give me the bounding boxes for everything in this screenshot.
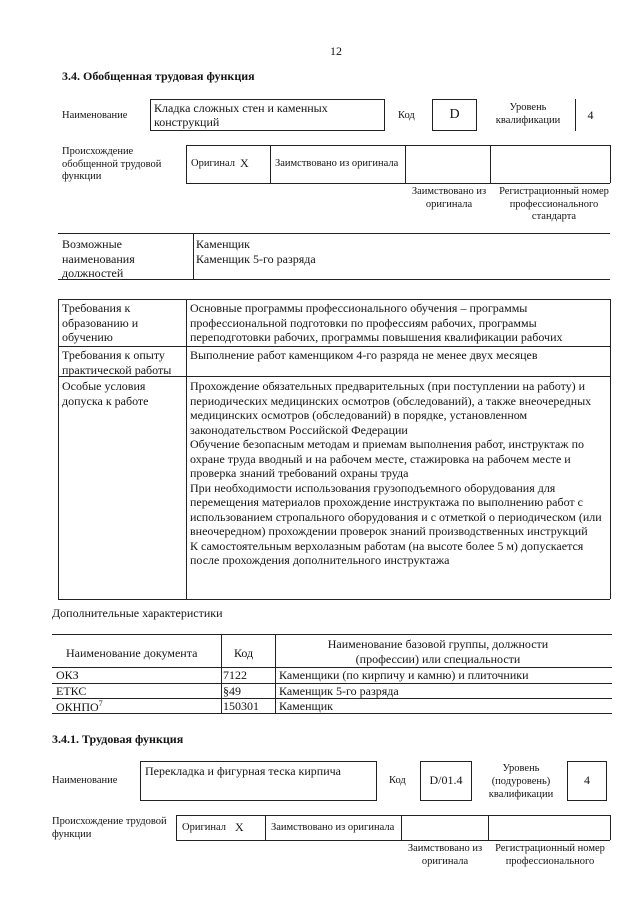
under-reg-caption-2: Регистрационный номер профессионального [495, 843, 605, 867]
origin-label-2: Происхождение трудовой функции [52, 816, 167, 840]
position-item: Каменщик [196, 237, 251, 251]
req-experience-label: Требования к опыту практической работы [62, 348, 172, 377]
section-heading: 3.4. Обобщенная трудовая функция [62, 69, 255, 83]
positions-list [196, 237, 316, 266]
page-number: 12 [330, 44, 342, 58]
table-row [56, 684, 86, 699]
table-row [56, 699, 103, 715]
req-education-label: Требования к образованию и обучению [62, 301, 139, 344]
req-special-paragraph: К самостоятельным верхолазным работам (на высоте более 5 м) допускается после прохождения дополнительного инструктажа [190, 538, 584, 567]
row-code: 7122 [223, 668, 247, 682]
code-field [432, 99, 477, 131]
level-field [575, 99, 605, 131]
req-education-text: Основные программы профессионального обучения – программы профессиональной подготовки по профессиям рабочих, программы переподготовки рабочих, программы повышения квалификации рабочих [190, 301, 563, 344]
req-special-paragraph: Прохождение обязательных предварительных (при поступлении на работу) и периодических медицинских осмотров (обследований), а также внеочередных медицинских осмотров (обследований) в порядке, установленном законодательством Российской Федерации [190, 379, 592, 437]
additional-heading: Дополнительные характеристики [52, 606, 223, 620]
position-item: Каменщик 5-го разряда [196, 251, 316, 266]
under-code-caption: Заимствовано из оригинала [411, 186, 487, 210]
name-label-2: Наименование [52, 775, 118, 786]
origin-borrowed-label-2: Заимствовано из оригинала [271, 822, 395, 833]
origin-original-label-2: Оригинал [182, 822, 226, 833]
origin-label: Происхождение обобщенной трудовой функции [62, 146, 162, 182]
under-reg-caption: Регистрационный номер профессионального стандарта [499, 186, 609, 222]
col-header-name: Наименование базовой группы, должности (профессии) или специальности [327, 637, 549, 666]
level-label: Уровень квалификации [495, 102, 561, 126]
req-special-text [190, 379, 608, 568]
row-document: ЕТКС [56, 684, 87, 698]
row-name: Каменщик [279, 699, 334, 713]
col-header-code: Код [234, 646, 254, 660]
name-value: Кладка сложных стен и каменных конструкций [154, 101, 328, 129]
name-value-2: Перекладка и фигурная теска кирпича [145, 764, 341, 778]
level-value-2: 4 [584, 773, 590, 787]
level-value: 4 [587, 108, 594, 122]
row-code: 150301 [223, 699, 259, 713]
section-heading-2: 3.4.1. Трудовая функция [52, 732, 184, 746]
positions-label: Возможные наименования должностей [62, 237, 135, 280]
footnote-mark: 7 [98, 699, 103, 708]
level-label-2: Уровень (подуровень) квалификации [488, 763, 554, 800]
req-special-paragraph: Обучение безопасным методам и приемам выполнения работ, инструктаж по охране труда вводный и на рабочем месте, стажировка на рабочем месте и проверка знаний требований охраны труда [190, 437, 585, 480]
origin-mark-2: X [235, 820, 244, 834]
table-row [56, 668, 79, 683]
name-field-2 [140, 761, 377, 801]
code-value-2: D/01.4 [429, 773, 463, 787]
row-name: Каменщик 5-го разряда [279, 684, 399, 698]
origin-borrowed-label: Заимствовано из оригинала [275, 158, 399, 169]
row-name: Каменщики (по кирпичу и камню) и плиточники [279, 668, 529, 682]
req-special-paragraph: При необходимости использования грузоподъемного оборудования для перемещения материалов прохождение инструктажа по выполнению работ с использованием стропального оборудования и с отметкой о периодическом (или внеочередном) прохождении проверок знаний производственных инструкций [190, 480, 602, 538]
code-label: Код [398, 110, 415, 121]
code-field-2 [420, 761, 472, 801]
col-header-document: Наименование документа [66, 646, 198, 660]
code-label-2: Код [389, 775, 406, 786]
under-code-caption-2: Заимствовано из оригинала [407, 843, 483, 867]
code-value: D [449, 107, 460, 122]
origin-mark: X [240, 156, 249, 170]
origin-original-label: Оригинал [191, 158, 235, 169]
req-special-label: Особые условия допуска к работе [62, 379, 149, 408]
req-experience-text: Выполнение работ каменщиком 4-го разряда не менее двух месяцев [190, 348, 538, 362]
row-code: §49 [223, 684, 241, 698]
name-label: Наименование [62, 110, 128, 121]
name-field [150, 99, 385, 131]
row-document: ОКЗ [56, 668, 79, 682]
row-document: ОКНПО [56, 700, 99, 714]
level-field-2 [567, 761, 607, 801]
